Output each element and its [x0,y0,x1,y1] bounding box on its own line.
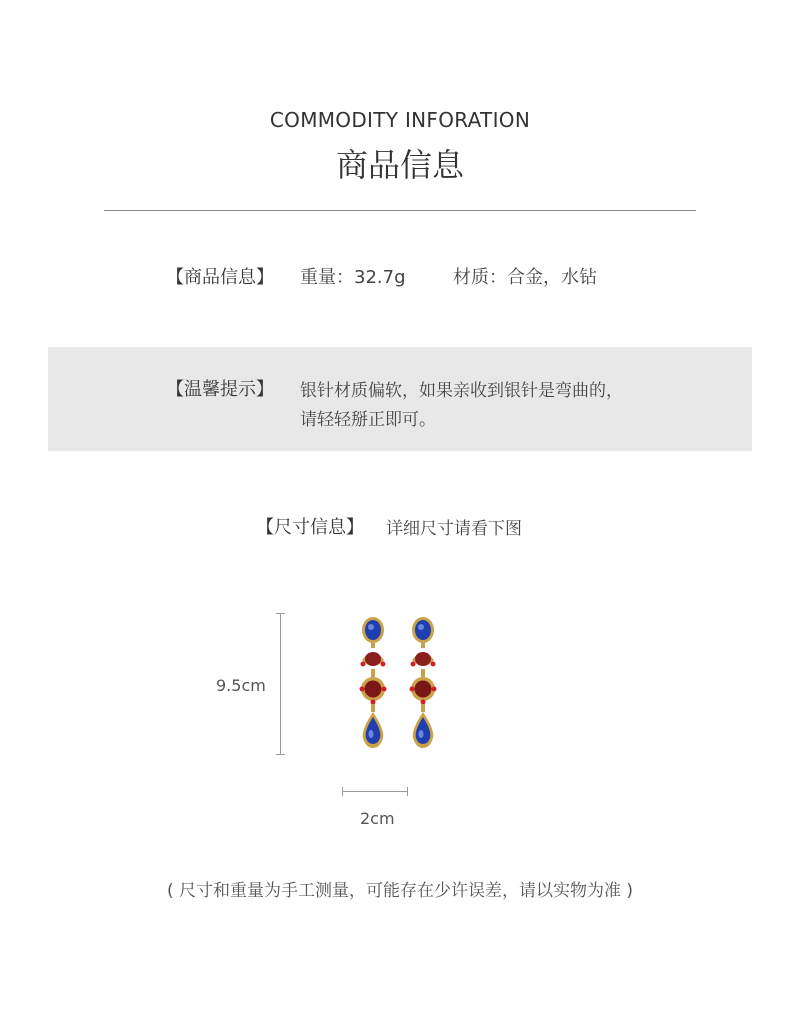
measurement-footnote: ( 尺寸和重量为手工测量，可能存在少许误差，请以实物为准 ) [166,881,634,901]
section-title-english: COMMODITY INFORATION [269,108,531,132]
tips-line-2: 请轻轻掰正即可。 [300,410,436,430]
size-info-text: 详细尺寸请看下图 [386,519,522,539]
height-dimension-tick-bottom [276,754,285,755]
earrings-product-image [350,612,450,757]
tips-line-1: 银针材质偏软，如果亲收到银针是弯曲的， [300,381,623,401]
earring-left [360,617,387,748]
product-info-label: 【商品信息】 [166,267,274,288]
tips-label: 【温馨提示】 [166,379,274,400]
height-dimension-line [280,613,281,755]
weight-text: 重量：32.7g [300,267,406,288]
width-dimension-label: 2cm [360,809,395,828]
earring-right [410,617,437,748]
width-dimension-tick-left [342,787,343,796]
height-dimension-label: 9.5cm [216,676,266,695]
section-title-chinese: 商品信息 [335,146,464,184]
material-text: 材质：合金，水钻 [453,267,597,288]
title-divider [104,210,696,211]
width-dimension-line [342,791,408,792]
height-dimension-tick-top [276,613,285,614]
width-dimension-tick-right [407,787,408,796]
size-info-label: 【尺寸信息】 [256,517,364,538]
